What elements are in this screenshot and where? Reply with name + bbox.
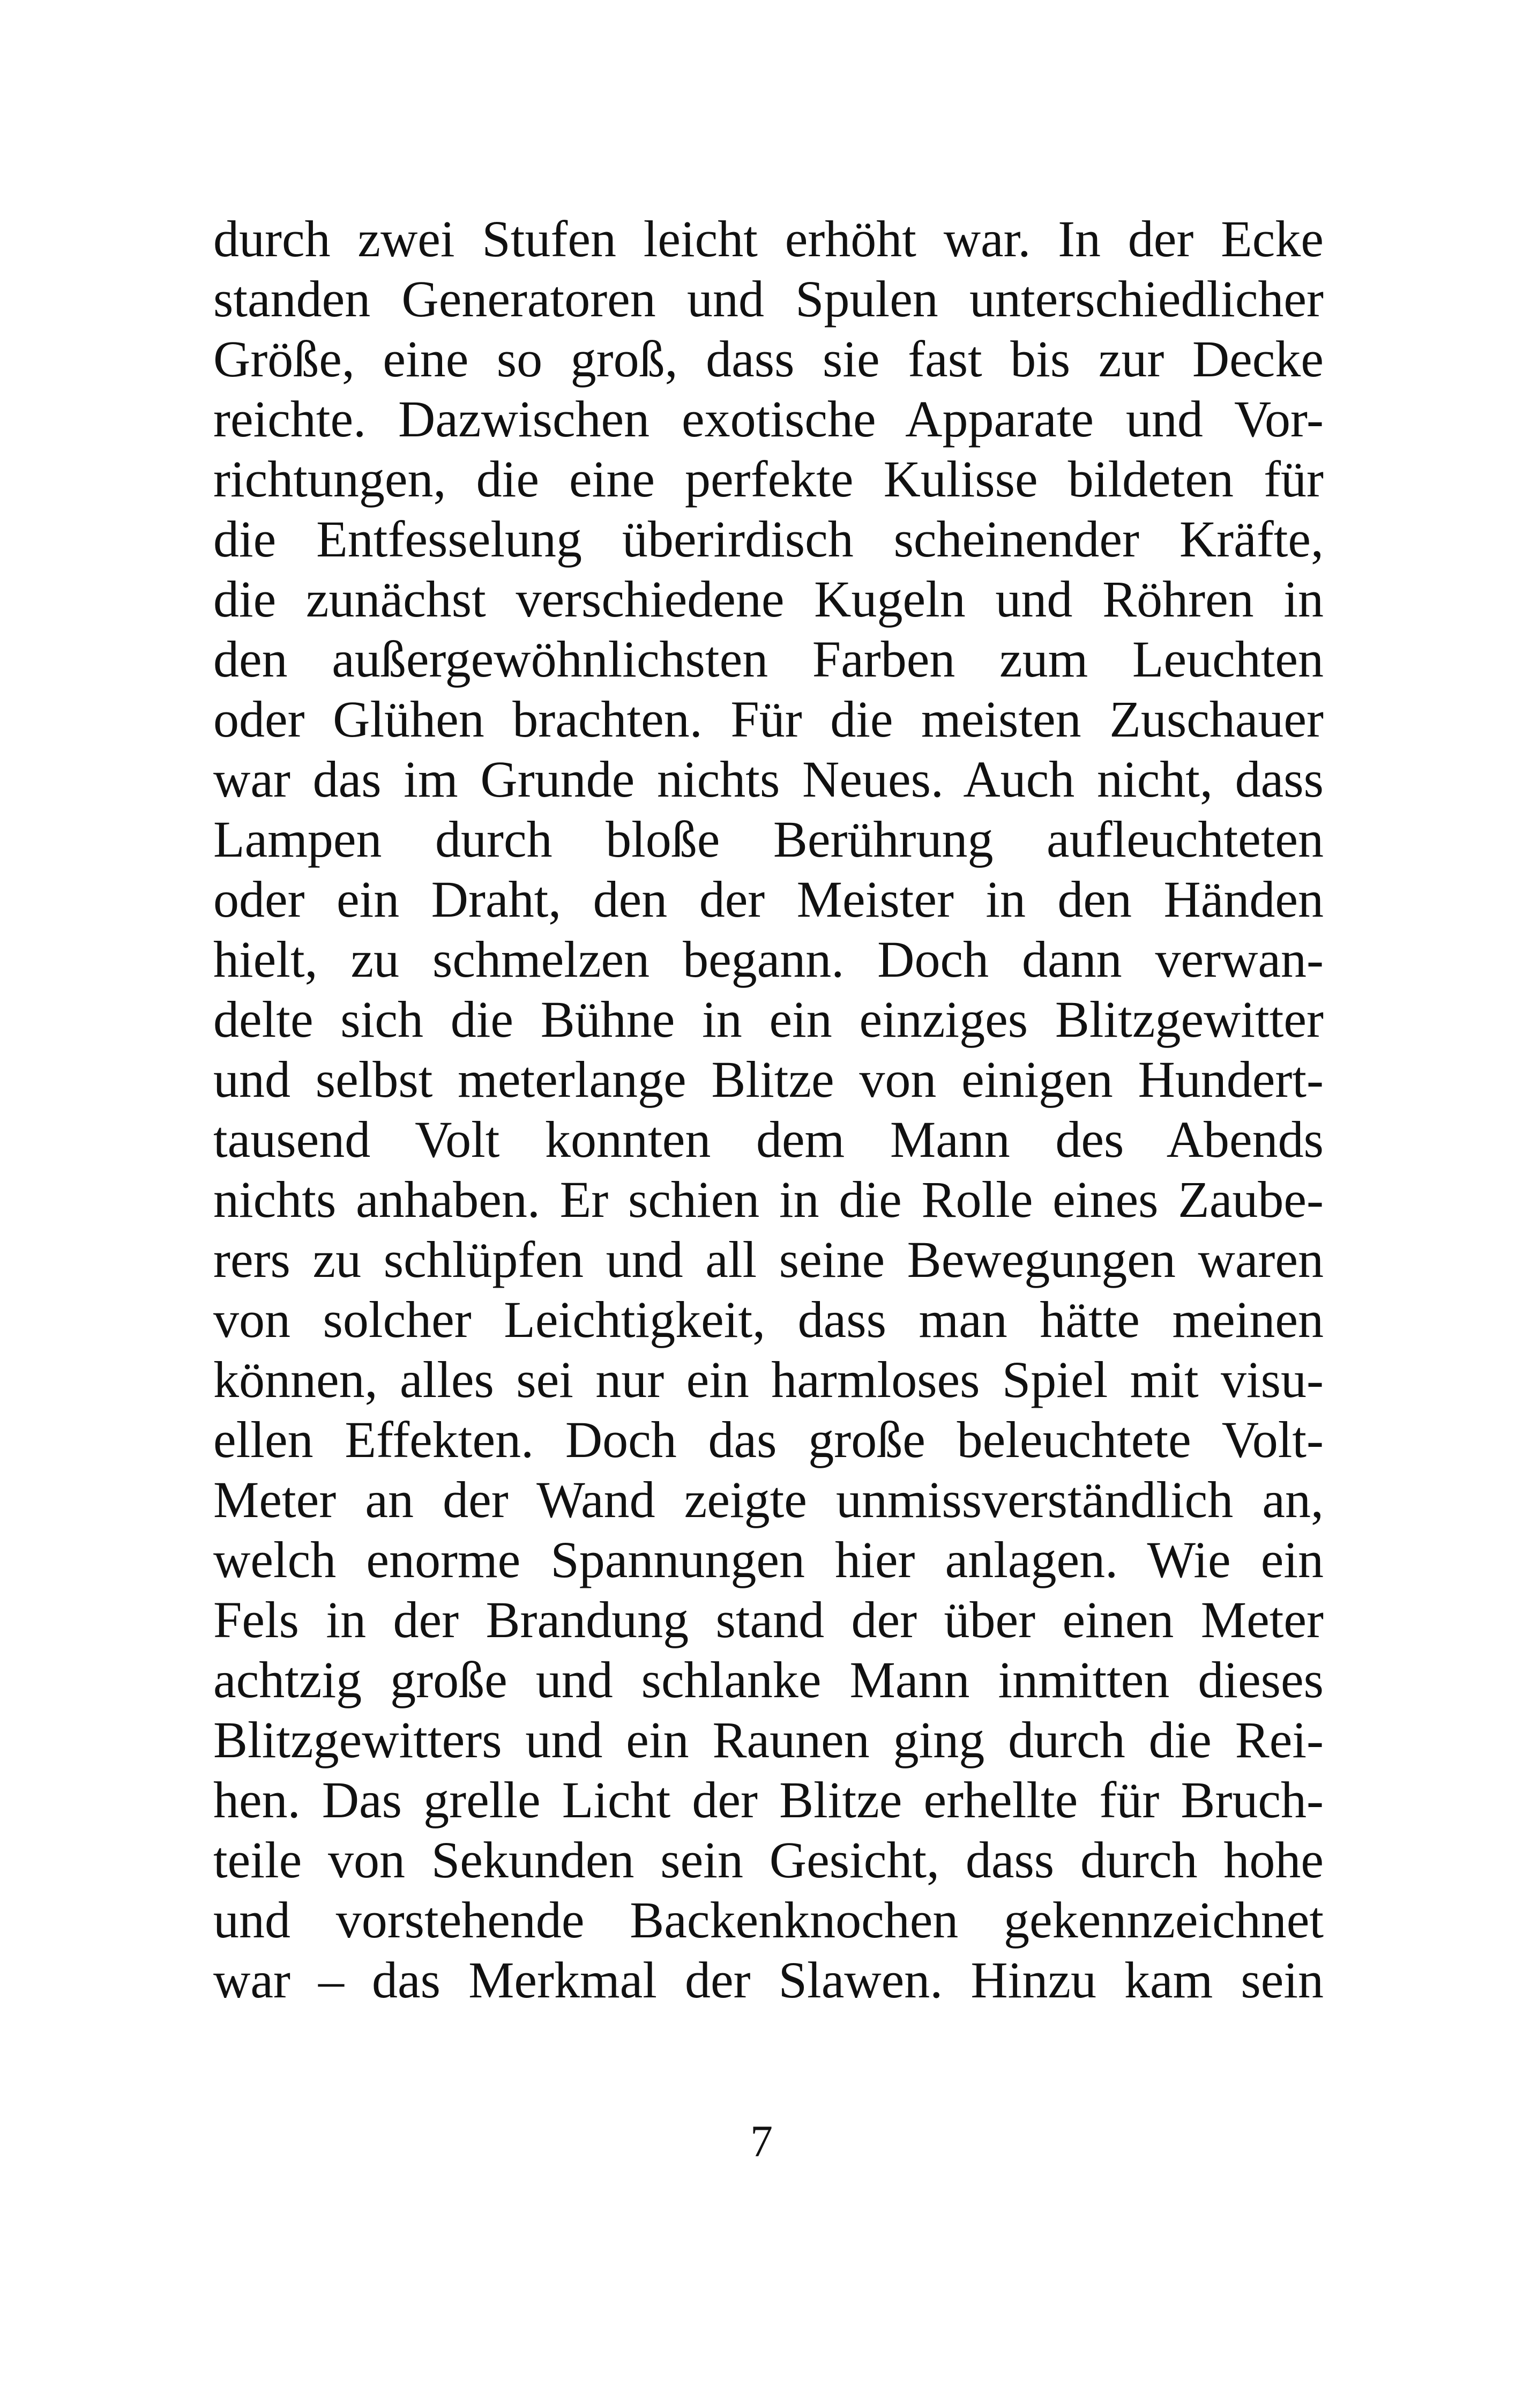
text-line: durch zwei Stufen leicht erhöht war. In der Ecke [213,210,1324,267]
text-line: richtungen, die eine perfekte Kulisse bildeten für [213,450,1324,508]
text-line: teile von Sekunden sein Gesicht, dass durch hohe [213,1831,1324,1889]
text-line: war – das Merkmal der Slawen. Hinzu kam sein [213,1951,1324,2009]
text-line: Meter an der Wand zeigte unmissverständlich an, [213,1471,1324,1528]
text-line: ellen Effekten. Doch das große beleuchtete Volt- [213,1411,1324,1468]
text-line: rers zu schlüpfen und all seine Bewegungen waren [213,1231,1324,1288]
text-line: standen Generatoren und Spulen unterschiedlicher [213,270,1324,328]
body-text [213,209,1324,2010]
text-line: reichte. Dazwischen exotische Apparate und Vor- [213,390,1324,448]
text-line: von solcher Leichtigkeit, dass man hätte meinen [213,1291,1324,1348]
text-line: nichts anhaben. Er schien in die Rolle eines Zaube- [213,1171,1324,1228]
text-line: und selbst meterlange Blitze von einigen Hundert- [213,1051,1324,1108]
text-line: die Entfesselung überirdisch scheinender Kräfte, [213,510,1324,568]
text-line: den außergewöhnlichsten Farben zum Leuchten [213,630,1324,688]
text-line: tausend Volt konnten dem Mann des Abends [213,1111,1324,1168]
text-line: oder ein Draht, den der Meister in den Händen [213,871,1324,928]
text-line: war das im Grunde nichts Neues. Auch nicht, dass [213,750,1324,808]
text-line: hen. Das grelle Licht der Blitze erhellte für Bruch- [213,1771,1324,1829]
text-line: Blitzgewitters und ein Raunen ging durch die Rei- [213,1711,1324,1768]
text-line: welch enorme Spannungen hier anlagen. Wie ein [213,1531,1324,1588]
text-line: oder Glühen brachten. Für die meisten Zuschauer [213,690,1324,748]
text-line: und vorstehende Backenknochen gekennzeichnet [213,1891,1324,1949]
text-line: delte sich die Bühne in ein einziges Blitzgewitter [213,991,1324,1048]
text-line: können, alles sei nur ein harmloses Spiel mit visu- [213,1351,1324,1408]
page-number: 7 [750,2116,773,2166]
text-line: Lampen durch bloße Berührung aufleuchteten [213,811,1324,868]
text-line: Größe, eine so groß, dass sie fast bis zur Decke [213,330,1324,388]
text-line: Fels in der Brandung stand der über einen Meter [213,1591,1324,1648]
text-line: die zunächst verschiedene Kugeln und Röhren in [213,570,1324,628]
text-line: achtzig große und schlanke Mann inmitten dieses [213,1651,1324,1708]
text-line: hielt, zu schmelzen begann. Doch dann verwan- [213,931,1324,988]
